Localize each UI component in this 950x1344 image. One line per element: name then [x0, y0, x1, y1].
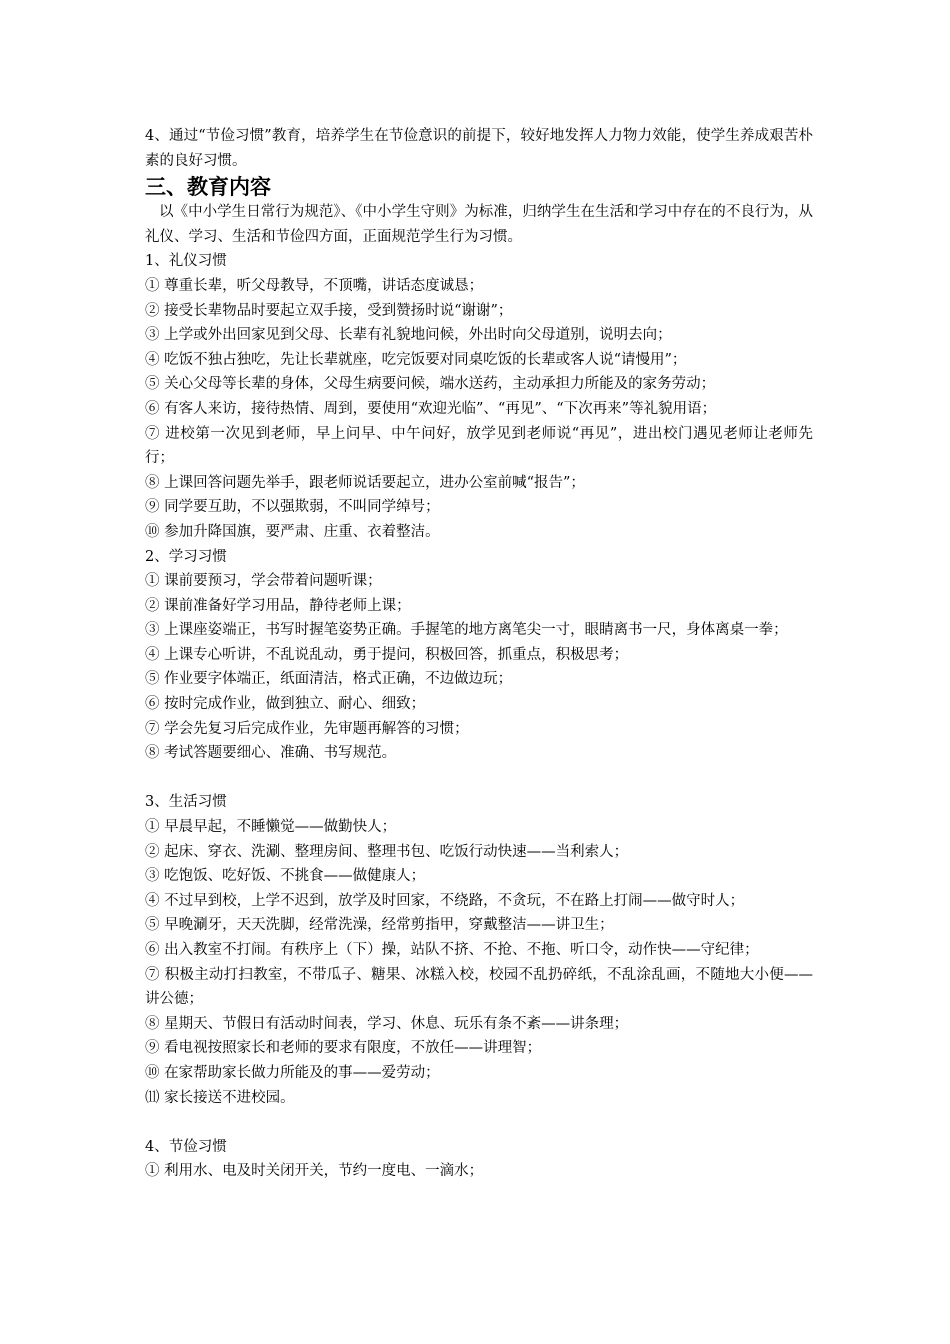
thrift-heading: 4、节俭习惯	[145, 1138, 227, 1155]
study-item: ① 课前要预习，学会带着问题听课；	[145, 573, 382, 590]
section-3-heading: 三、教育内容	[145, 174, 271, 200]
study-item: ④ 上课专心听讲，不乱说乱动，勇于提问，积极回答，抓重点，积极思考；	[145, 646, 629, 663]
etiquette-item: ① 尊重长辈，听父母教导，不顶嘴，讲话态度诚恳；	[145, 277, 484, 294]
etiquette-item: ④ 吃饭不独占独吃，先让长辈就座，吃完饭要对同桌吃饭的长辈或客人说“请慢用”；	[145, 351, 687, 368]
life-item: ⑦ 积极主动打扫教室，不带瓜子、糖果、冰糕入校，校园不乱扔碎纸，不乱涂乱画，不随地大小便——讲公德；	[145, 966, 813, 1008]
study-item: ⑥ 按时完成作业，做到独立、耐心、细致；	[145, 696, 426, 713]
life-heading: 3、生活习惯	[145, 794, 227, 811]
study-item: ⑤ 作业要字体端正，纸面清洁，格式正确，不边做边玩；	[145, 671, 513, 688]
etiquette-item: ⑩ 参加升降国旗，要严肃、庄重、衣着整洁。	[145, 523, 440, 540]
thrift-item: ① 利用水、电及时关闭开关，节约一度电、一滴水；	[145, 1163, 484, 1180]
life-item: ⑤ 早晚涮牙，天天洗脚，经常洗澡，经常剪指甲，穿戴整洁——讲卫生；	[145, 917, 614, 934]
study-item: ⑦ 学会先复习后完成作业，先审题再解答的习惯；	[145, 720, 469, 737]
study-item: ⑧ 考试答题要细心、准确、书写规范。	[145, 745, 397, 762]
etiquette-item: ③ 上学或外出回家见到父母、长辈有礼貌地问候，外出时向父母道别，说明去向；	[145, 327, 672, 344]
life-item: ⑾ 家长接送不进校园。	[145, 1089, 295, 1106]
spacer	[145, 766, 813, 791]
life-item: ② 起床、穿衣、洗涮、整理房间、整理书包、吃饭行动快速——当利索人；	[145, 843, 629, 860]
etiquette-item: ⑤ 关心父母等长辈的身体，父母生病要问候，端水送药，主动承担力所能及的家务劳动；	[145, 376, 716, 393]
section-3-paragraph: 以《中小学生日常行为规范》、《中小学生守则》为标准，归纳学生在生活和学习中存在的不良行为，从礼仪、学习、生活和节俭四方面，正面规范学生行为习惯。	[145, 204, 813, 245]
document-page	[145, 124, 813, 1184]
etiquette-item: ⑧ 上课回答问题先举手，跟老师说话要起立，进办公室前喊“报告”；	[145, 474, 585, 491]
life-item: ③ 吃饱饭、吃好饭、不挑食——做健康人；	[145, 868, 426, 885]
etiquette-heading: 1、礼仪习惯	[145, 253, 227, 270]
etiquette-item: ⑨ 同学要互助，不以强欺弱，不叫同学绰号；	[145, 499, 440, 516]
study-heading: 2、学习习惯	[145, 548, 227, 565]
spacer	[145, 1110, 813, 1135]
life-item: ① 早晨早起，不睡懒觉——做勤快人；	[145, 819, 397, 836]
life-item: ⑨ 看电视按照家长和老师的要求有限度，不放任——讲理智；	[145, 1040, 542, 1057]
life-item: ⑧ 星期天、节假日有活动时间表，学习、休息、玩乐有条不紊——讲条理；	[145, 1015, 629, 1032]
etiquette-item: ② 接受长辈物品时要起立双手接，受到赞扬时说“谢谢”；	[145, 302, 513, 319]
intro-item-4: 4、通过“节俭习惯”教育，培养学生在节俭意识的前提下，较好地发挥人力物力效能，使学生养成艰苦朴素的良好习惯。	[145, 128, 813, 169]
study-item: ③ 上课座姿端正，书写时握笔姿势正确。手握笔的地方离笔尖一寸，眼睛离书一尺，身体离桌一拳；	[145, 622, 788, 639]
life-item: ⑥ 出入教室不打闹。有秩序上（下）操，站队不挤、不抢、不拖、听口令，动作快——守纪律；	[145, 942, 759, 958]
life-item: ⑩ 在家帮助家长做力所能及的事——爱劳动；	[145, 1064, 440, 1081]
etiquette-item: ⑥ 有客人来访，接待热情、周到，要使用“欢迎光临”、“再见”、“下次再来”等礼貌用语；	[145, 400, 717, 417]
etiquette-item: ⑦ 进校第一次见到老师，早上问早、中午问好，放学见到老师说“再见”，进出校门遇见老师让老师先行；	[145, 425, 813, 467]
study-item: ② 课前准备好学习用品，静待老师上课；	[145, 597, 411, 614]
life-item: ④ 不过早到校，上学不迟到，放学及时回家，不绕路，不贪玩，不在路上打闹——做守时人；	[145, 892, 745, 909]
